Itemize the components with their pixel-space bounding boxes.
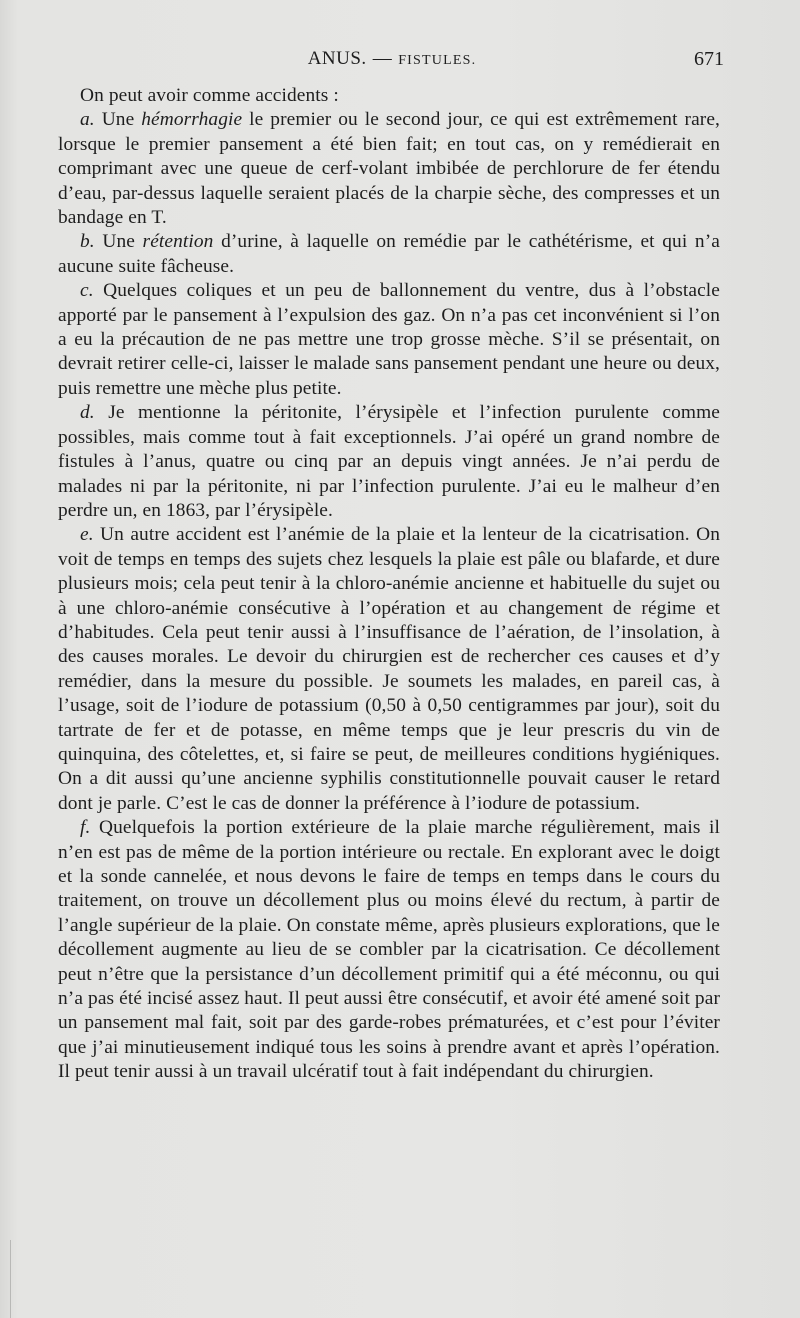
item-text: Quelques coliques et un peu de ballonnement du ventre, dus à l’obstacle apporté par le pansement à l’expulsion des gaz. On n’a pas cet inconvénient si l’on a eu la précaution de ne pas mettre une trop grosse mèche. S’il se présentait, on devrait retirer celle-ci, laisser le malade sans pansement pendant une heure ou deux, puis remettre une mèche plus petite. [58,280,720,399]
item-letter: b. [80,231,95,253]
item-text: Quelquefois la portion extérieure de la plaie marche régulièrement, mais il n’en est pas de même de la portion intérieure ou rectale. En explorant avec le doigt et la sonde cannelée, et nous devons le faire de temps en temps dans le cours du traitement, on trouve un décollement plus ou moins élevé du rectum, à partir de l’angle supérieur de la plaie. On constate même, après plusieurs explorations, que le décollement augmente au lieu de se combler par la cicatrisation. Ce décollement peut n’être que la persistance d’un décollement primitif qui a été méconnu, ou qui n’a pas été incisé assez haut. Il peut aussi être consécutif, et avoir été amené soit par un pansement mal fait, soit par des garde-robes prématurées, et c’est pour l’éviter que j’ai minutieusement indiqué tous les soins à prendre avant et après l’opération. Il peut tenir aussi à un travail ulcératif tout à fait indépendant du chirurgien. [58,817,720,1083]
page-fold-shadow [10,1240,11,1318]
paragraph-b [58,230,720,279]
item-text: Une [94,231,143,253]
item-term: rétention [142,231,214,253]
item-term: hémorrhagie [141,109,243,131]
item-letter: c. [80,280,94,302]
item-text: d’urine, à laquelle on remédie par le cathétérisme, et qui n’a aucune suite fâcheuse. [58,231,720,277]
running-title [58,48,726,70]
page-number: 671 [694,48,724,70]
item-letter: e. [80,524,94,546]
paragraph-f [58,816,720,1084]
running-header [58,48,726,76]
item-text: Un autre accident est l’anémie de la plaie et la lenteur de la cicatrisation. On voit de temps en temps des sujets chez lesquels la plaie est pâle ou blafarde, et dure plusieurs mois; cela peut tenir à la chloro-anémie ancienne et habituelle du sujet ou à une chloro-anémie consécutive à l’opération et au changement de régime et d’habitudes. Cela peut tenir aussi à l’insuffisance de l’aération, de l’insolation, à des causes morales. Le devoir du chirurgien est de rechercher ces causes et d’y remédier, dans la mesure du possible. Je soumets les malades, en pareil cas, à l’usage, soit de l’iodure de potassium (0,50 à 0,50 centigrammes par jour), soit du tartrate de fer et de potasse, en même temps que je leur prescris du vin de quinquina, des côtelettes, et, si faire se peut, de meilleures conditions hygiéniques. On a dit aussi qu’une ancienne syphilis constitutionnelle pouvait causer le retard dont je parle. C’est le cas de donner la préférence à l’iodure de potassium. [58,524,720,814]
body-text [58,84,720,1085]
item-text: Je mentionne la péritonite, l’érysipèle et l’infection purulente comme possibles, mais comme tout à fait exceptionnels. J’ai opéré un grand nombre de fistules à l’anus, quatre ou cinq par an depuis vingt années. Je n’ai perdu de malades ni par la péritonite, ni par l’infection purulente. J’ai eu le malheur d’en perdre un, en 1863, par l’érysipèle. [58,402,720,521]
header-title: ANUS. [307,48,367,69]
item-letter: a. [80,109,95,131]
paragraph-d [58,401,720,523]
header-dash: — [372,48,393,69]
paragraph-a [58,108,720,230]
item-letter: d. [80,402,95,424]
item-text: le premier ou le second jour, ce qui est extrêmement rare, lorsque le premier pansement a été bien fait; en tout cas, on y remédierait en comprimant avec une queue de cerf-volant imbibée de perchlorure de fer étendu d’eau, par-dessus laquelle seraient placés de la charpie sèche, des compresses et un bandage en T. [58,109,720,229]
intro-paragraph: On peut avoir comme accidents : [80,85,339,106]
paragraph-c [58,279,720,401]
paragraph-e [58,523,720,816]
item-letter: f. [80,817,91,839]
item-text: Une [94,109,142,131]
header-subtitle: FISTULES. [398,53,477,68]
